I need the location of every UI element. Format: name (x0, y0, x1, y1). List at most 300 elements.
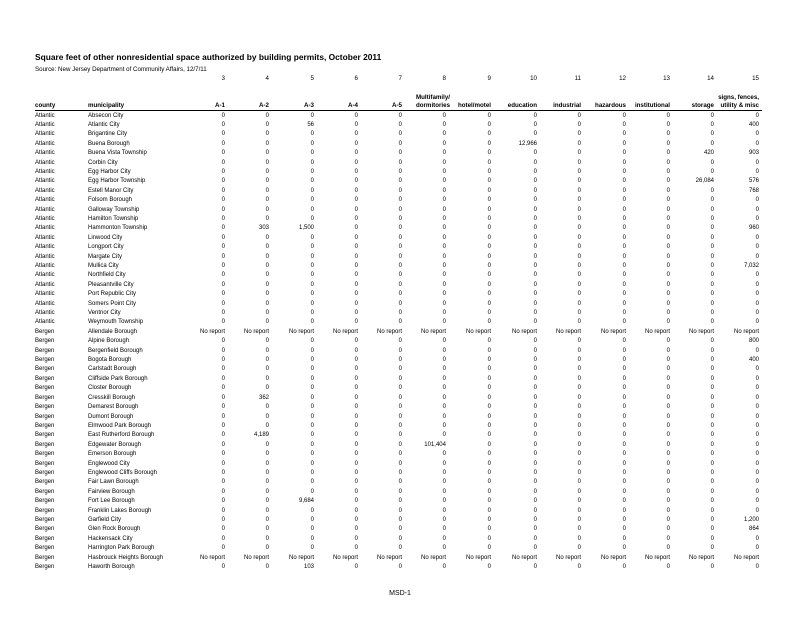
table-row (0, 431, 800, 440)
value-cell: 0 (354, 366, 358, 373)
value-cell: 0 (354, 291, 358, 298)
value-cell: 0 (265, 253, 269, 260)
value-cell: 0 (442, 507, 446, 514)
column-number-row (0, 75, 800, 84)
value-cell: 0 (221, 441, 225, 448)
county-cell: Bergen (35, 394, 55, 401)
municipality-cell: Englewood City (88, 460, 130, 467)
county-cell: Atlantic (35, 263, 55, 269)
value-cell: 0 (265, 310, 269, 317)
header-multifamily-line2: dormitories (415, 102, 451, 109)
value-cell: 0 (622, 112, 626, 119)
municipality-cell: Estell Manor City (88, 187, 134, 194)
municipality-cell: Egg Harbor Township (88, 178, 146, 185)
value-cell: 0 (354, 422, 358, 429)
value-cell: 0 (310, 404, 314, 411)
value-cell: 0 (398, 178, 402, 185)
value-cell: 0 (221, 291, 225, 298)
value-cell: 0 (442, 404, 446, 411)
header-a1: A-1 (215, 102, 225, 109)
value-cell: 0 (354, 140, 358, 147)
value-cell: 0 (577, 225, 581, 232)
value-cell: 0 (221, 131, 225, 138)
table-row (0, 516, 800, 525)
value-cell: 0 (622, 281, 626, 288)
municipality-cell: Cresskill Borough (88, 394, 136, 401)
municipality-cell: Brigantine City (88, 131, 128, 138)
value-cell: 0 (310, 206, 314, 213)
header-storage: storage (691, 102, 714, 109)
value-cell: 0 (622, 441, 626, 448)
value-cell: 0 (622, 479, 626, 486)
value-cell: 0 (577, 206, 581, 213)
value-cell: 0 (221, 516, 225, 523)
county-cell: Atlantic (35, 112, 55, 119)
value-cell: 0 (577, 131, 581, 138)
value-cell: 0 (354, 338, 358, 345)
table-row (0, 159, 800, 168)
header-industrial: industrial (553, 102, 581, 109)
value-cell: 0 (710, 545, 714, 552)
value-cell: 0 (577, 451, 581, 458)
value-cell: 0 (710, 451, 714, 458)
municipality-cell: Dumont Borough (88, 413, 134, 420)
value-cell: 0 (221, 404, 225, 411)
value-cell: 0 (442, 168, 446, 175)
county-cell: Atlantic (35, 178, 55, 185)
table-row (0, 290, 800, 299)
value-cell: 0 (533, 178, 537, 185)
table-row (0, 318, 800, 327)
value-cell: 0 (577, 300, 581, 307)
county-cell: Bergen (35, 554, 55, 561)
value-cell: 0 (310, 338, 314, 345)
value-cell: 0 (398, 526, 402, 533)
value-cell: 0 (265, 422, 269, 429)
value-cell: 0 (577, 545, 581, 552)
county-cell: Bergen (35, 479, 55, 486)
value-cell: 0 (487, 168, 491, 175)
value-cell: 0 (577, 357, 581, 364)
value-cell: 0 (221, 225, 225, 232)
value-cell: 0 (710, 272, 714, 279)
value-cell: 0 (755, 375, 759, 382)
county-cell: Atlantic (35, 244, 55, 251)
value-cell: 0 (354, 498, 358, 505)
value-cell: 9,684 (298, 498, 314, 505)
value-cell: 0 (622, 121, 626, 128)
value-cell: 0 (221, 253, 225, 260)
value-cell: 0 (310, 413, 314, 420)
value-cell: 400 (748, 357, 759, 364)
table-row (0, 441, 800, 450)
table-row (0, 206, 800, 215)
value-cell: 0 (398, 432, 402, 439)
value-cell: 0 (265, 168, 269, 175)
data-table-body (0, 112, 800, 573)
county-cell: Bergen (35, 545, 55, 552)
value-cell: 0 (442, 545, 446, 552)
value-cell: 0 (310, 159, 314, 166)
value-cell: 0 (398, 291, 402, 298)
value-cell: 0 (442, 469, 446, 476)
value-cell: 0 (755, 564, 759, 570)
value-cell: 0 (442, 131, 446, 138)
value-cell: 0 (622, 244, 626, 251)
county-cell: Bergen (35, 516, 55, 523)
column-number: 4 (265, 75, 269, 82)
value-cell: 0 (533, 319, 537, 326)
value-cell: 0 (622, 526, 626, 533)
value-cell: 0 (577, 272, 581, 279)
value-cell: 0 (310, 168, 314, 175)
value-cell: 0 (533, 375, 537, 382)
value-cell: 0 (622, 375, 626, 382)
municipality-cell: Haworth Borough (88, 564, 135, 570)
value-cell: No report (555, 328, 581, 335)
table-row (0, 563, 800, 572)
value-cell: 0 (622, 319, 626, 326)
table-row (0, 422, 800, 431)
value-cell: 0 (533, 206, 537, 213)
value-cell: No report (332, 554, 358, 561)
value-cell: No report (600, 328, 626, 335)
value-cell: 0 (666, 319, 670, 326)
table-row (0, 497, 800, 506)
value-cell: 362 (258, 394, 269, 401)
value-cell: 0 (310, 545, 314, 552)
value-cell: 0 (577, 366, 581, 373)
municipality-cell: Alpine Borough (88, 338, 130, 345)
value-cell: 0 (487, 413, 491, 420)
value-cell: 0 (710, 112, 714, 119)
value-cell: 0 (577, 215, 581, 222)
value-cell: 0 (666, 121, 670, 128)
value-cell: 0 (622, 347, 626, 354)
value-cell: 0 (487, 263, 491, 269)
value-cell: 0 (487, 272, 491, 279)
value-cell: 0 (622, 357, 626, 364)
value-cell: 0 (577, 112, 581, 119)
value-cell: 0 (577, 140, 581, 147)
header-a4: A-4 (348, 102, 358, 109)
value-cell: 0 (265, 516, 269, 523)
county-cell: Atlantic (35, 140, 55, 147)
county-cell: Bergen (35, 564, 55, 570)
value-cell: 0 (221, 150, 225, 157)
table-row (0, 271, 800, 280)
value-cell: 0 (442, 460, 446, 467)
value-cell: 0 (265, 131, 269, 138)
value-cell: 0 (442, 479, 446, 486)
value-cell: 0 (577, 150, 581, 157)
value-cell: 0 (666, 197, 670, 204)
value-cell: 0 (666, 507, 670, 514)
value-cell: 0 (442, 413, 446, 420)
value-cell: 0 (533, 272, 537, 279)
municipality-cell: East Rutherford Borough (88, 432, 155, 439)
value-cell: 0 (442, 357, 446, 364)
municipality-cell: Glen Rock Borough (88, 526, 141, 533)
value-cell: 0 (533, 545, 537, 552)
value-cell: 0 (577, 413, 581, 420)
table-row (0, 478, 800, 487)
value-cell: 0 (666, 225, 670, 232)
value-cell: 0 (710, 225, 714, 232)
county-cell: Bergen (35, 535, 55, 542)
value-cell: 0 (442, 150, 446, 157)
value-cell: 0 (310, 385, 314, 392)
value-cell: 0 (398, 168, 402, 175)
value-cell: 0 (755, 507, 759, 514)
value-cell: 0 (487, 234, 491, 241)
value-cell: 0 (577, 310, 581, 317)
value-cell: 0 (221, 507, 225, 514)
value-cell: 0 (354, 413, 358, 420)
value-cell: 0 (442, 451, 446, 458)
value-cell: 0 (354, 460, 358, 467)
table-row (0, 394, 800, 403)
value-cell: 0 (622, 310, 626, 317)
value-cell: 0 (221, 498, 225, 505)
value-cell: 0 (666, 310, 670, 317)
column-number: 5 (310, 75, 314, 82)
value-cell: 0 (265, 338, 269, 345)
value-cell: 0 (398, 564, 402, 570)
column-number: 13 (663, 75, 670, 82)
value-cell: 0 (221, 281, 225, 288)
table-row (0, 130, 800, 139)
value-cell: 0 (622, 291, 626, 298)
municipality-cell: Hamilton Township (88, 215, 139, 222)
value-cell: 0 (221, 413, 225, 420)
header-a3: A-3 (304, 102, 314, 109)
value-cell: 0 (221, 168, 225, 175)
value-cell: 0 (666, 366, 670, 373)
header-a2: A-2 (259, 102, 269, 109)
column-number: 7 (398, 75, 402, 82)
value-cell: 0 (487, 253, 491, 260)
value-cell: 0 (398, 319, 402, 326)
value-cell: 0 (577, 516, 581, 523)
value-cell: 0 (577, 404, 581, 411)
value-cell: 0 (622, 206, 626, 213)
value-cell: 0 (221, 112, 225, 119)
value-cell: 0 (354, 244, 358, 251)
value-cell: 0 (354, 451, 358, 458)
value-cell: 0 (354, 516, 358, 523)
value-cell: 0 (710, 187, 714, 194)
county-cell: Atlantic (35, 131, 55, 138)
value-cell: 0 (221, 234, 225, 241)
value-cell: 0 (755, 441, 759, 448)
value-cell: No report (511, 554, 537, 561)
value-cell: 0 (310, 535, 314, 542)
table-row (0, 140, 800, 149)
value-cell: 0 (622, 215, 626, 222)
table-row (0, 488, 800, 497)
municipality-cell: Bogota Borough (88, 357, 132, 364)
header-signs (689, 94, 759, 110)
value-cell: 0 (622, 460, 626, 467)
table-row (0, 525, 800, 534)
value-cell: No report (688, 328, 714, 335)
value-cell: No report (420, 554, 446, 561)
value-cell: 0 (221, 469, 225, 476)
municipality-cell: Edgewater Borough (88, 441, 142, 448)
value-cell: 0 (622, 263, 626, 269)
value-cell: 0 (533, 479, 537, 486)
table-row (0, 337, 800, 346)
value-cell: 1,500 (298, 225, 314, 232)
column-number: 10 (530, 75, 537, 82)
value-cell: 0 (354, 526, 358, 533)
county-cell: Bergen (35, 526, 55, 533)
table-row (0, 356, 800, 365)
value-cell: 0 (533, 516, 537, 523)
value-cell: 0 (666, 159, 670, 166)
value-cell: 0 (622, 234, 626, 241)
value-cell: 0 (710, 310, 714, 317)
table-row (0, 328, 800, 337)
value-cell: 0 (487, 526, 491, 533)
value-cell: 0 (710, 131, 714, 138)
value-cell: 0 (265, 159, 269, 166)
value-cell: 0 (221, 357, 225, 364)
value-cell: 0 (710, 469, 714, 476)
value-cell: 0 (221, 140, 225, 147)
header-a5: A-5 (392, 102, 402, 109)
municipality-cell: Pleasantville City (88, 281, 134, 288)
value-cell: 0 (398, 385, 402, 392)
value-cell: 0 (533, 366, 537, 373)
value-cell: 0 (487, 357, 491, 364)
value-cell: 0 (577, 159, 581, 166)
value-cell: 0 (221, 244, 225, 251)
value-cell: 0 (398, 310, 402, 317)
county-cell: Bergen (35, 328, 55, 335)
value-cell: 0 (354, 347, 358, 354)
value-cell: 0 (442, 564, 446, 570)
value-cell: 0 (221, 347, 225, 354)
column-number: 9 (487, 75, 491, 82)
value-cell: 0 (354, 310, 358, 317)
value-cell: 0 (265, 112, 269, 119)
value-cell: 0 (398, 253, 402, 260)
value-cell: 0 (710, 422, 714, 429)
value-cell: 0 (354, 375, 358, 382)
table-row (0, 544, 800, 553)
value-cell: 0 (577, 564, 581, 570)
value-cell: 0 (710, 263, 714, 269)
value-cell: 0 (398, 150, 402, 157)
value-cell: 0 (265, 300, 269, 307)
value-cell: 0 (533, 291, 537, 298)
value-cell: 0 (755, 281, 759, 288)
municipality-cell: Hackensack City (88, 535, 133, 542)
value-cell: 0 (710, 253, 714, 260)
municipality-cell: Carlstadt Borough (88, 366, 137, 373)
value-cell: 0 (577, 441, 581, 448)
value-cell: 0 (221, 535, 225, 542)
value-cell: 0 (310, 460, 314, 467)
value-cell: 0 (666, 112, 670, 119)
value-cell: 0 (577, 121, 581, 128)
value-cell: 0 (398, 187, 402, 194)
value-cell: 0 (442, 244, 446, 251)
value-cell: No report (243, 328, 269, 335)
municipality-cell: Atlantic City (88, 121, 120, 128)
table-row (0, 384, 800, 393)
value-cell: No report (199, 554, 225, 561)
value-cell: 0 (710, 366, 714, 373)
value-cell: 0 (622, 225, 626, 232)
value-cell: 0 (265, 215, 269, 222)
value-cell: 0 (221, 121, 225, 128)
value-cell: 0 (755, 460, 759, 467)
value-cell: 0 (710, 319, 714, 326)
value-cell: 0 (577, 234, 581, 241)
value-cell: 0 (310, 263, 314, 269)
value-cell: 0 (442, 366, 446, 373)
municipality-cell: Hammonton Township (88, 225, 148, 232)
value-cell: 0 (310, 375, 314, 382)
value-cell: 0 (398, 451, 402, 458)
value-cell: 0 (666, 385, 670, 392)
value-cell: 0 (398, 272, 402, 279)
value-cell: 0 (533, 498, 537, 505)
value-cell: 0 (310, 140, 314, 147)
value-cell: 0 (265, 281, 269, 288)
value-cell: 0 (622, 150, 626, 157)
value-cell: 0 (265, 187, 269, 194)
value-cell: 0 (533, 488, 537, 495)
value-cell: 0 (398, 441, 402, 448)
value-cell: 0 (442, 310, 446, 317)
value-cell: 0 (666, 178, 670, 185)
value-cell: 0 (398, 507, 402, 514)
value-cell: 0 (487, 187, 491, 194)
table-row (0, 281, 800, 290)
county-cell: Bergen (35, 498, 55, 505)
value-cell: 0 (710, 526, 714, 533)
value-cell: 0 (666, 451, 670, 458)
value-cell: 0 (533, 263, 537, 269)
value-cell: 0 (354, 564, 358, 570)
county-cell: Bergen (35, 366, 55, 373)
value-cell: 0 (755, 234, 759, 241)
value-cell: 0 (577, 244, 581, 251)
value-cell: 960 (748, 225, 759, 232)
value-cell: 103 (303, 564, 314, 570)
value-cell: 0 (265, 545, 269, 552)
value-cell: 0 (310, 394, 314, 401)
value-cell: 0 (622, 469, 626, 476)
municipality-cell: Franklin Lakes Borough (88, 507, 152, 514)
municipality-cell: Mullica City (88, 263, 119, 269)
value-cell: 0 (666, 479, 670, 486)
value-cell: 0 (442, 215, 446, 222)
value-cell: 0 (354, 300, 358, 307)
value-cell: 0 (710, 507, 714, 514)
value-cell: 0 (398, 215, 402, 222)
value-cell: 0 (622, 168, 626, 175)
county-cell: Atlantic (35, 300, 55, 307)
value-cell: 0 (710, 159, 714, 166)
county-cell: Atlantic (35, 187, 55, 194)
value-cell: 0 (354, 441, 358, 448)
value-cell: 0 (265, 140, 269, 147)
